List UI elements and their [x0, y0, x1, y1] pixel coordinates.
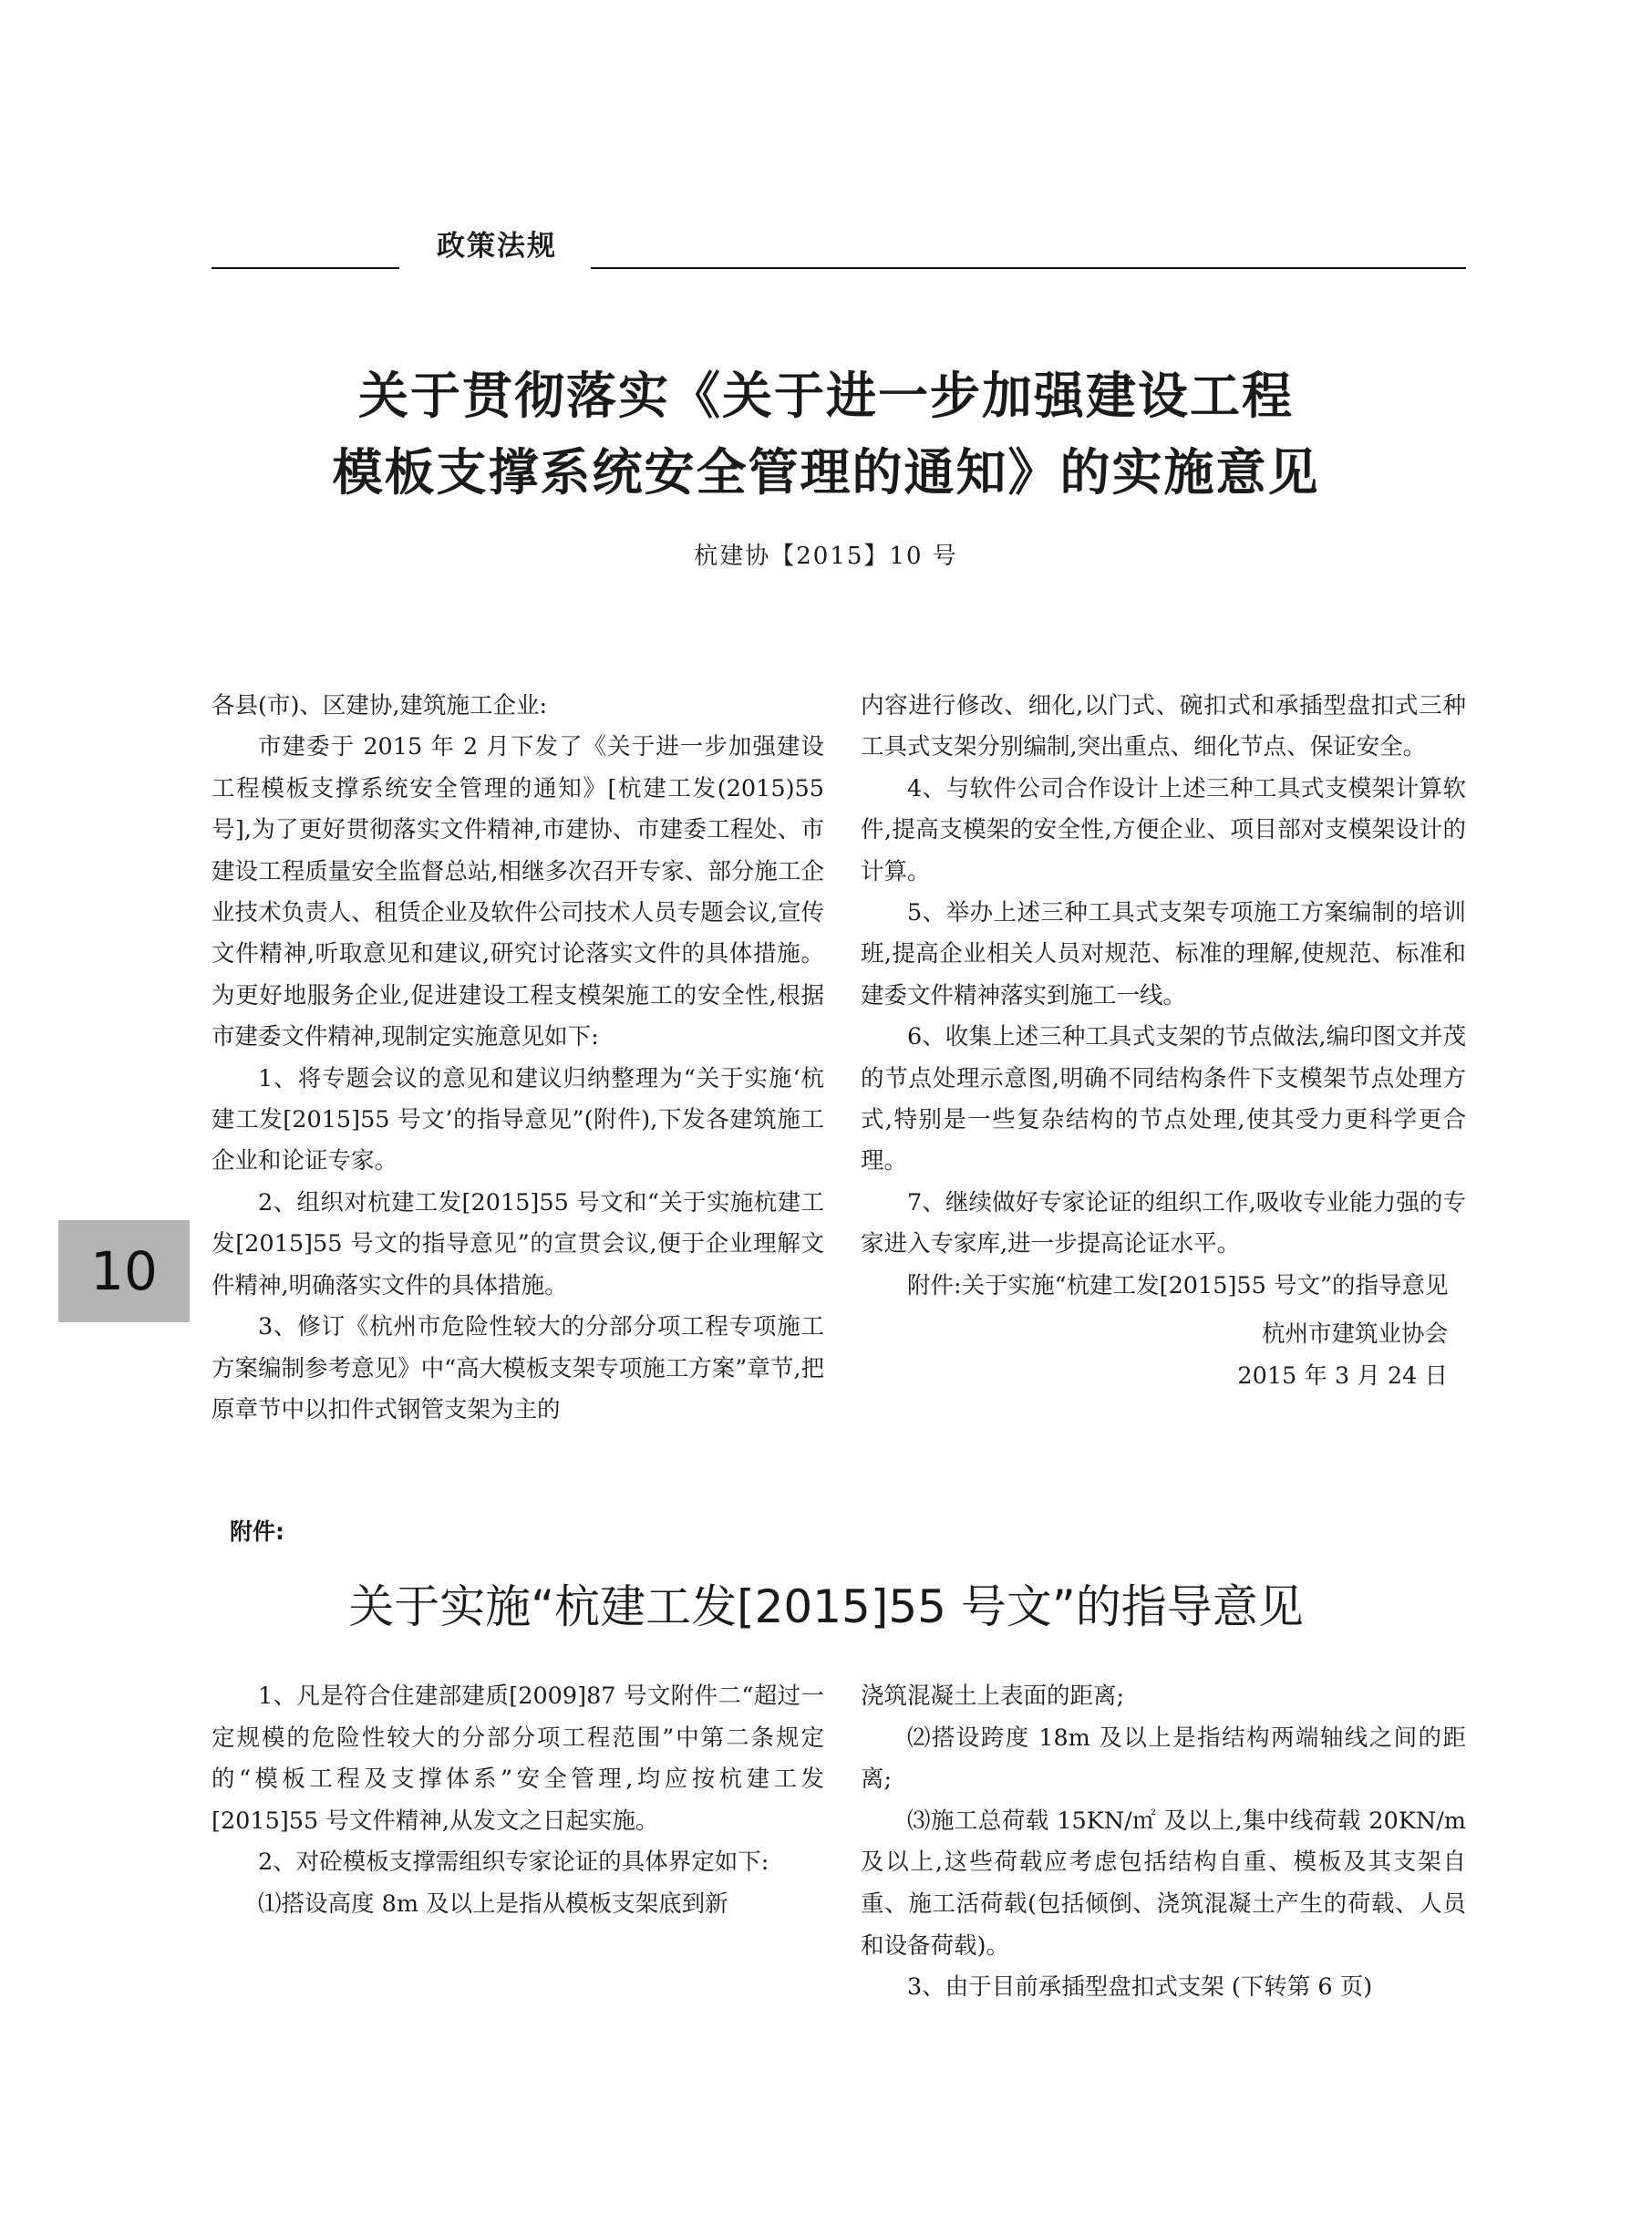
paragraph: 2、对砼模板支撑需组织专家论证的具体界定如下:	[258, 1848, 769, 1877]
section-label: 政策法规	[437, 230, 557, 263]
paragraph: 3、修订《杭州市危险性较大的分部分项工程专项施工方案编制参考意见》中“高大模板支架专项施工方案”章节,把原章节中以扣件式钢管支架为主的	[212, 1313, 824, 1424]
paragraph: 内容进行修改、细化,以门式、碗扣式和承插型盘扣式三种工具式支架分别编制,突出重点、细化节点、保证安全。	[861, 692, 1466, 761]
page-number-tab: 10	[58, 1220, 190, 1322]
paragraph: ⑶施工总荷载 15KN/㎡ 及以上,集中线荷载 20KN/m 及以上,这些荷载应考虑包括结构自重、模板及其支架自重、施工活荷载(包括倾倒、浇筑混凝土产生的荷载、人员和设备荷载)。	[861, 1807, 1466, 1960]
attachment-column-right	[861, 1676, 1466, 2009]
salutation: 各县(市)、区建协,建筑施工企业:	[212, 692, 548, 720]
document-number: 杭建协【2015】10 号	[694, 543, 958, 570]
signature: 杭州市建筑业协会	[1261, 1320, 1448, 1349]
page-title	[182, 357, 1470, 511]
attachment-title: 关于实施“杭建工发[2015]55 号文”的指导意见	[348, 1580, 1304, 1633]
attachment-column-left	[212, 1676, 824, 1926]
title-line-1: 关于贯彻落实《关于进一步加强建设工程	[357, 366, 1294, 425]
paragraph: ⑵搭设跨度 18m 及以上是指结构两端轴线之间的距离;	[861, 1724, 1466, 1794]
paragraph: 5、举办上述三种工具式支架专项施工方案编制的培训班,提高企业相关人员对规范、标准的理解,使规范、标准和建委文件精神落实到施工一线。	[861, 899, 1466, 1009]
paragraph: 4、与软件公司合作设计上述三种工具式支模架计算软件,提高支模架的安全性,方便企业、项目部对支模架设计的计算。	[861, 774, 1466, 885]
paragraph: 浇筑混凝土上表面的距离;	[861, 1682, 1125, 1710]
notice-column-left	[212, 686, 824, 1431]
paragraph: 6、收集上述三种工具式支架的节点做法,编印图文并茂的节点处理示意图,明确不同结构条件下支模架节点处理方式,特别是一些复杂结构的节点处理,使其受力更科学更合理。	[861, 1023, 1466, 1175]
attachment-note: 附件:关于实施“杭建工发[2015]55 号文”的指导意见	[907, 1271, 1449, 1299]
header-rule-right	[591, 267, 1466, 269]
paragraph: 1、凡是符合住建部建质[2009]87 号文附件二“超过一定规模的危险性较大的分部分项工程范围”中第二条规定的“模板工程及支撑体系”安全管理,均应按杭建工发[2015]55 号文件精神,从发文之日起实施。	[212, 1682, 824, 1835]
paragraph: 1、将专题会议的意见和建议归纳整理为“关于实施‘杭建工发[2015]55 号文’的指导意见”(附件),下发各建筑施工企业和论证专家。	[212, 1064, 824, 1175]
signature-date: 2015 年 3 月 24 日	[1237, 1361, 1448, 1390]
attachment-label: 附件:	[230, 1518, 284, 1545]
paragraph: 市建委于 2015 年 2 月下发了《关于进一步加强建设工程模板支撑系统安全管理的通知》[杭建工发(2015)55 号],为了更好贯彻落实文件精神,市建协、市建委工程处、市建设工程质量安全监督总站,相继多次召开专家、部分施工企业技术负责人、租赁企业及软件公司技术人员专题会议,宣传文件精神,听取意见和建议,研究讨论落实文件的具体措施。为更好地服务企业,促进建设工程支模架施工的安全性,根据市建委文件精神,现制定实施意见如下:	[212, 733, 824, 1051]
notice-column-right	[861, 686, 1466, 1397]
paragraph: ⑴搭设高度 8m 及以上是指从模板支架底到新	[258, 1890, 728, 1918]
title-line-2: 模板支撑系统安全管理的通知》的实施意见	[332, 442, 1320, 502]
paragraph: 2、组织对杭建工发[2015]55 号文和“关于实施杭建工发[2015]55 号文的指导意见”的宣贯会议,便于企业理解文件精神,明确落实文件的具体措施。	[212, 1188, 824, 1299]
header-rule-left	[212, 267, 399, 269]
paragraph: 7、继续做好专家论证的组织工作,吸收专业能力强的专家进入专家库,进一步提高论证水平。	[861, 1188, 1466, 1258]
paragraph: 3、由于目前承插型盘扣式支架 (下转第 6 页)	[907, 1973, 1373, 2002]
